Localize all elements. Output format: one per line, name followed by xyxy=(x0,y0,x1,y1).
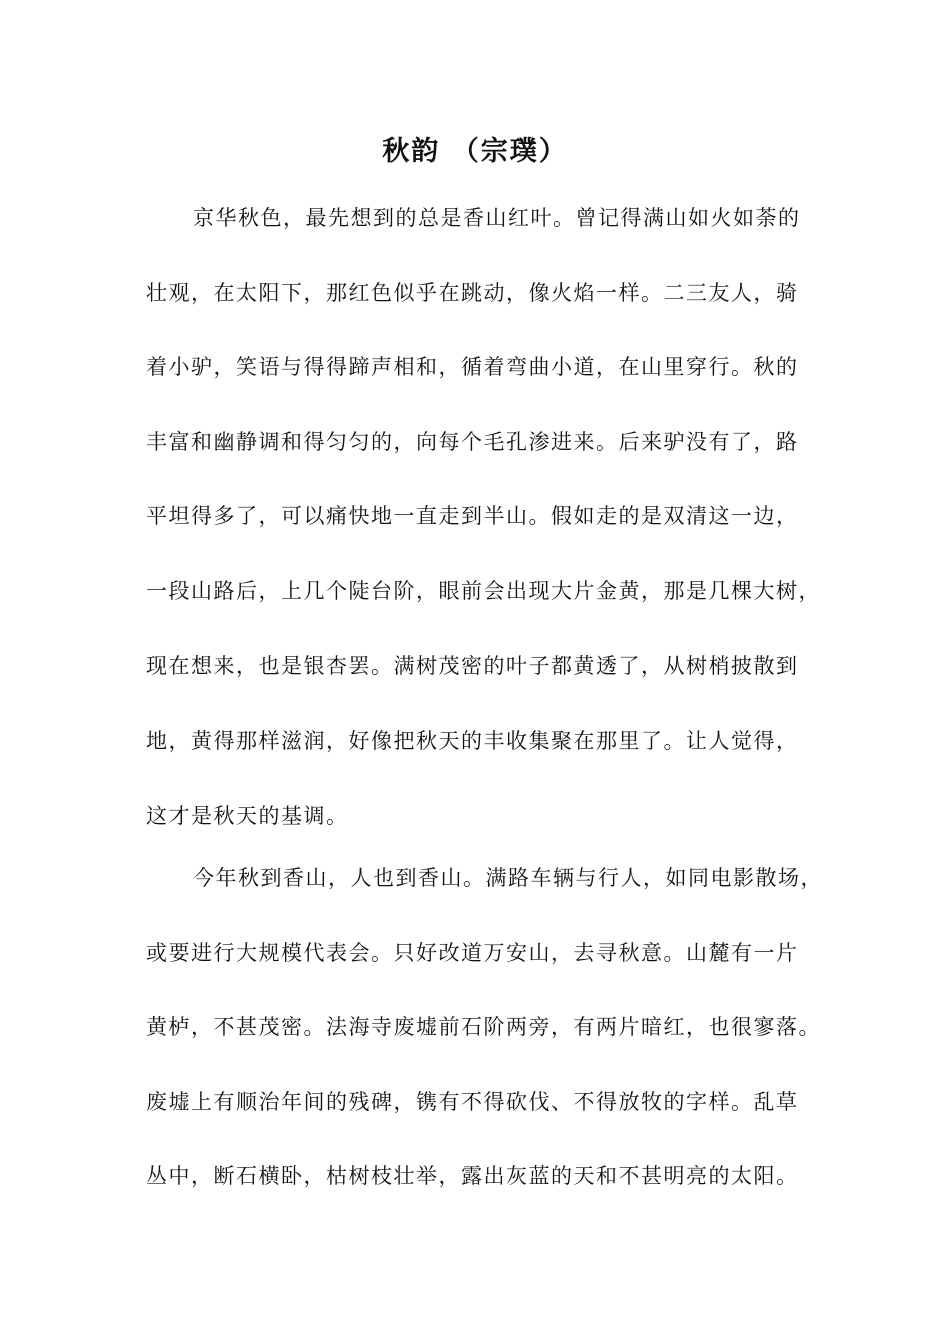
paragraph-line: 着小驴，笑语与得得蹄声相和，循着弯曲小道，在山里穿行。秋的 xyxy=(146,355,799,379)
paragraph-line: 废墟上有顺治年间的残碑，镌有不得砍伐、不得放牧的字样。乱草 xyxy=(146,1090,799,1114)
paragraph-line: 地，黄得那样滋润，好像把秋天的丰收集聚在那里了。让人觉得， xyxy=(146,729,799,753)
paragraph-line: 这才是秋天的基调。 xyxy=(146,804,349,828)
paragraph-line: 壮观，在太阳下，那红色似乎在跳动，像火焰一样。二三友人，骑 xyxy=(146,281,799,305)
paragraph-line: 一段山路后，上几个陡台阶，眼前会出现大片金黄，那是几棵大树， xyxy=(146,579,821,603)
paragraph-line: 或要进行大规模代表会。只好改道万安山，去寻秋意。山麓有一片 xyxy=(146,941,799,965)
paragraph-line: 黄栌，不甚茂密。法海寺废墟前石阶两旁，有两片暗红，也很寥落。 xyxy=(146,1015,821,1039)
paragraph-line: 现在想来，也是银杏罢。满树茂密的叶子都黄透了，从树梢披散到 xyxy=(146,654,799,678)
document-title: 秋韵 （宗璞） xyxy=(382,136,568,167)
paragraph-line: 丛中，断石横卧，枯树枝壮举，露出灰蓝的天和不甚明亮的太阳。 xyxy=(146,1164,799,1188)
paragraph-line: 京华秋色，最先想到的总是香山红叶。曾记得满山如火如荼的 xyxy=(193,206,801,230)
paragraph-line: 平坦得多了，可以痛快地一直走到半山。假如走的是双清这一边， xyxy=(146,504,799,528)
paragraph-line: 今年秋到香山，人也到香山。满路车辆与行人，如同电影散场， xyxy=(193,866,823,890)
paragraph-line: 丰富和幽静调和得匀匀的，向每个毛孔渗进来。后来驴没有了，路 xyxy=(146,430,799,454)
